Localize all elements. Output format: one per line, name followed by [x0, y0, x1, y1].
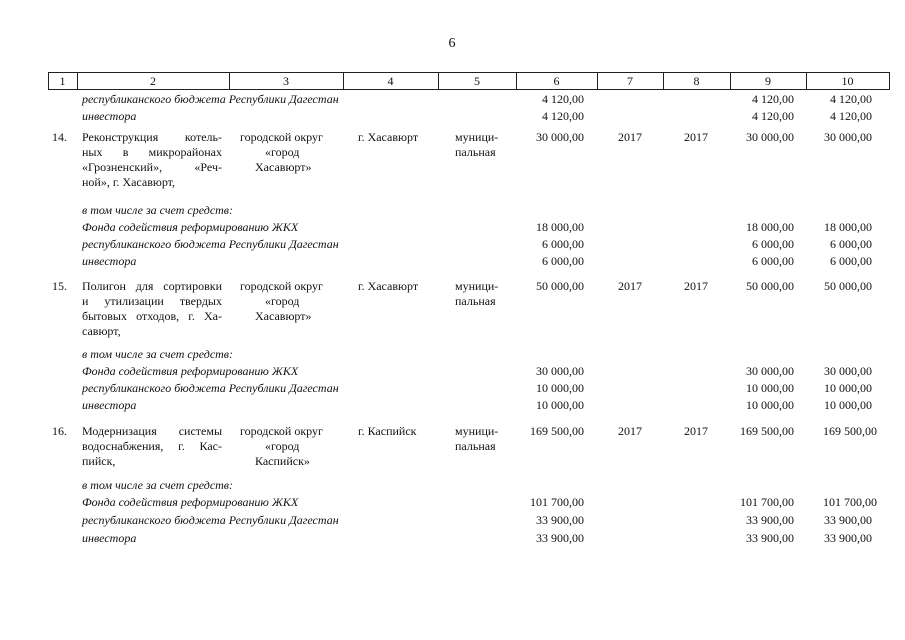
header-col-3: 3 [283, 74, 289, 88]
value-col-9: 4 120,00 [752, 92, 794, 106]
owner-line: городской округ [240, 130, 323, 144]
value-col-6: 6 000,00 [542, 254, 584, 268]
value-col-9: 6 000,00 [752, 254, 794, 268]
including-label: в том числе за счет средств: [82, 203, 234, 217]
total-cost: 50 000,00 [536, 279, 584, 293]
header-col-7: 7 [627, 74, 633, 88]
value-col-10: 6 000,00 [830, 237, 872, 251]
owner-line: городской округ [240, 424, 323, 438]
start-year: 2017 [618, 424, 642, 438]
value-col-6: 6 000,00 [542, 237, 584, 251]
value-col-6: 4 120,00 [542, 109, 584, 123]
value-col-10: 4 120,00 [830, 109, 872, 123]
source-label: инвестора [82, 254, 137, 268]
row-number: 16. [52, 424, 67, 438]
source-label: Фонда содействия реформированию ЖКХ [82, 220, 299, 234]
value-col-6: 4 120,00 [542, 92, 584, 106]
value-col-10: 18 000,00 [824, 220, 872, 234]
owner-line: Хасавюрт» [255, 160, 312, 174]
header-top-line [48, 72, 890, 73]
value-col-6: 10 000,00 [536, 381, 584, 395]
ownership-line: пальная [455, 145, 496, 159]
value-col-6: 10 000,00 [536, 398, 584, 412]
value-col-10: 101 700,00 [823, 495, 877, 509]
value-col-10: 33 900,00 [824, 531, 872, 545]
object-name-line: «Грозненский», «Реч- [82, 160, 222, 174]
value-col-9: 30 000,00 [746, 130, 794, 144]
value-col-10: 33 900,00 [824, 513, 872, 527]
object-name-line: пийск, [82, 454, 116, 468]
object-name-line: бытовых отходов, г. Ха- [82, 309, 222, 323]
object-name-line: Реконструкция котель- [82, 130, 222, 144]
start-year: 2017 [618, 279, 642, 293]
header-col-6: 6 [553, 74, 560, 88]
header-bottom-line [48, 89, 890, 90]
page-number: 6 [448, 36, 456, 51]
value-col-6: 30 000,00 [536, 364, 584, 378]
total-cost: 169 500,00 [530, 424, 584, 438]
city: г. Хасавюрт [358, 279, 419, 293]
source-label: республиканского бюджета Республики Дагестан [82, 92, 339, 106]
end-year: 2017 [684, 130, 708, 144]
object-name-line: Полигон для сортировки [82, 279, 222, 293]
header-col-5: 5 [474, 74, 480, 88]
object-name-line: Модернизация системы [82, 424, 222, 438]
value-col-9: 30 000,00 [746, 364, 794, 378]
value-col-10: 6 000,00 [830, 254, 872, 268]
header-col-10: 10 [841, 74, 854, 88]
value-col-6: 18 000,00 [536, 220, 584, 234]
including-label: в том числе за счет средств: [82, 478, 234, 492]
ownership-line: муници- [455, 424, 499, 438]
value-col-10: 10 000,00 [824, 381, 872, 395]
source-label: республиканского бюджета Республики Дагестан [82, 381, 339, 395]
ownership-line: пальная [455, 439, 496, 453]
source-label: инвестора [82, 531, 137, 545]
source-label: Фонда содействия реформированию ЖКХ [82, 364, 299, 378]
value-col-10: 30 000,00 [824, 130, 872, 144]
source-label: республиканского бюджета Республики Дагестан [82, 513, 339, 527]
city: г. Хасавюрт [358, 130, 419, 144]
source-label: республиканского бюджета Республики Дагестан [82, 237, 339, 251]
end-year: 2017 [684, 279, 708, 293]
header-col-1: 1 [59, 74, 66, 88]
end-year: 2017 [684, 424, 708, 438]
value-col-6: 33 900,00 [536, 531, 584, 545]
object-name-line: ных в микрорайонах [82, 145, 222, 159]
header-col-8: 8 [693, 74, 700, 88]
value-col-9: 6 000,00 [752, 237, 794, 251]
object-name-line: и утилизации твердых [82, 294, 222, 308]
source-label: инвестора [82, 398, 137, 412]
value-col-9: 169 500,00 [740, 424, 794, 438]
owner-line: Хасавюрт» [255, 309, 312, 323]
source-label: инвестора [82, 109, 137, 123]
ownership-line: муници- [455, 279, 499, 293]
object-name-line: савюрт, [82, 324, 121, 338]
value-col-10: 30 000,00 [824, 364, 872, 378]
object-name-line: ной», г. Хасавюрт, [82, 175, 176, 189]
total-cost: 30 000,00 [536, 130, 584, 144]
value-col-6: 101 700,00 [530, 495, 584, 509]
value-col-9: 50 000,00 [746, 279, 794, 293]
value-col-10: 10 000,00 [824, 398, 872, 412]
header-divider [889, 72, 890, 90]
object-name-line: водоснабжения, г. Кас- [82, 439, 222, 453]
value-col-10: 169 500,00 [823, 424, 877, 438]
header-col-4: 4 [387, 74, 394, 88]
start-year: 2017 [618, 130, 642, 144]
row-number: 14. [52, 130, 67, 144]
including-label: в том числе за счет средств: [82, 347, 234, 361]
value-col-10: 4 120,00 [830, 92, 872, 106]
owner-line: «город [265, 294, 300, 308]
header-col-9: 9 [765, 74, 771, 88]
row-number: 15. [52, 279, 67, 293]
value-col-9: 18 000,00 [746, 220, 794, 234]
source-label: Фонда содействия реформированию ЖКХ [82, 495, 299, 509]
owner-line: «город [265, 145, 300, 159]
value-col-9: 10 000,00 [746, 381, 794, 395]
ownership-line: муници- [455, 130, 499, 144]
value-col-9: 33 900,00 [746, 531, 794, 545]
value-col-6: 33 900,00 [536, 513, 584, 527]
value-col-9: 101 700,00 [740, 495, 794, 509]
value-col-9: 4 120,00 [752, 109, 794, 123]
owner-line: «город [265, 439, 300, 453]
owner-line: городской округ [240, 279, 323, 293]
owner-line: Каспийск» [255, 454, 310, 468]
value-col-9: 10 000,00 [746, 398, 794, 412]
city: г. Каспийск [358, 424, 417, 438]
value-col-10: 50 000,00 [824, 279, 872, 293]
value-col-9: 33 900,00 [746, 513, 794, 527]
ownership-line: пальная [455, 294, 496, 308]
header-col-2: 2 [150, 74, 156, 88]
